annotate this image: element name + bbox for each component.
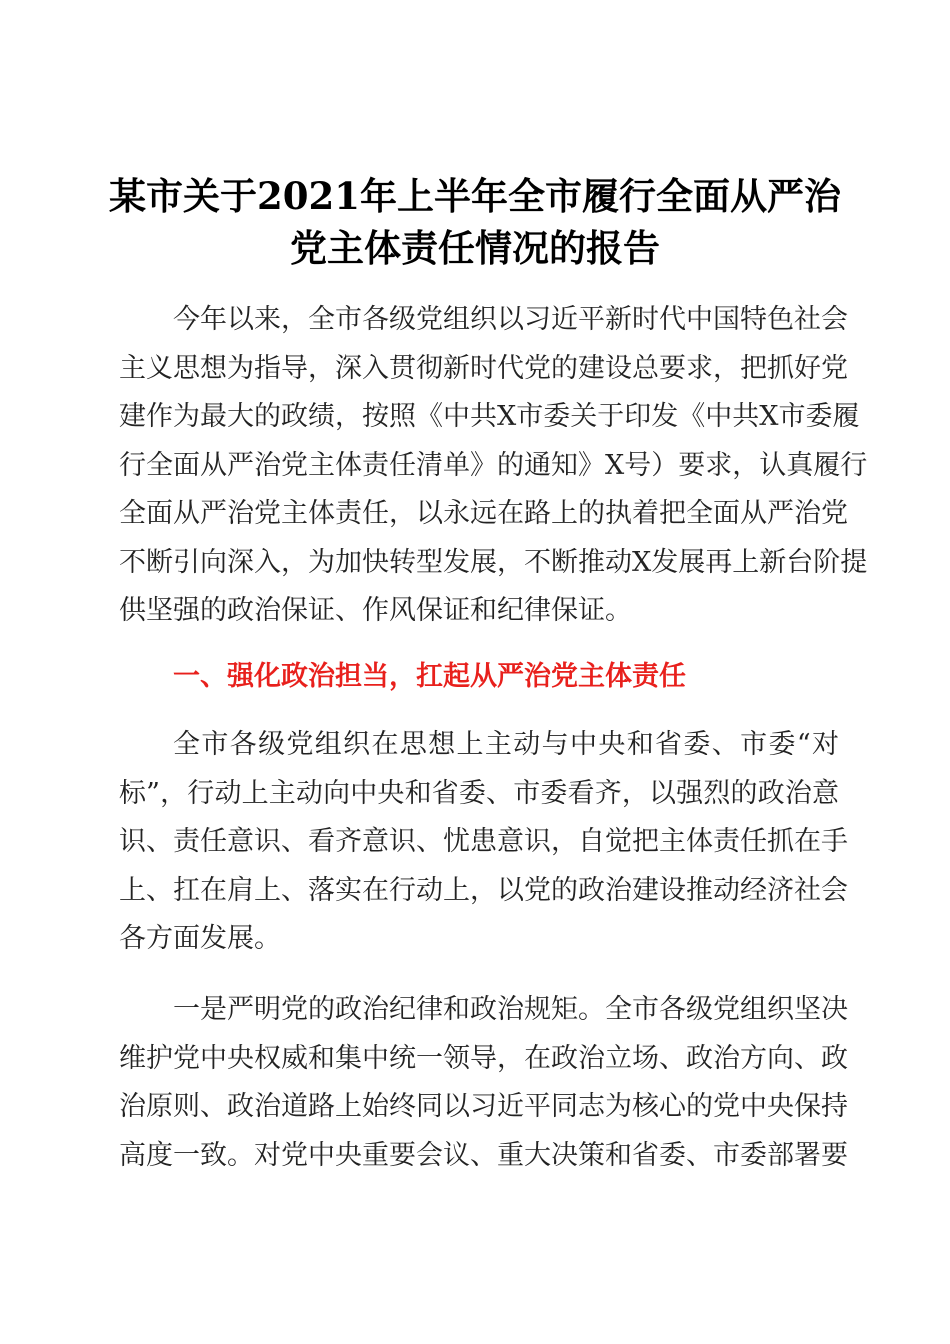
paragraph-line: 识、责任意识、看齐意识、忧患意识，自觉把主体责任抓在手 [119, 826, 848, 857]
section-paragraph [119, 721, 848, 964]
paragraph-line: 标”，行动上主动向中央和省委、市委看齐，以强烈的政治意 [119, 777, 839, 809]
paragraph-line: 全面从严治党主体责任，以永远在路上的执着把全面从严治党 [119, 498, 848, 529]
document-title-line-2: 党主体责任情况的报告 [290, 226, 660, 270]
paragraph-line: 不断引向深入，为加快转型发展，不断推动X发展再上新台阶提 [119, 546, 868, 578]
paragraph-line: 供坚强的政治保证、作风保证和纪律保证。 [119, 595, 632, 626]
section-paragraph [119, 986, 848, 1180]
paragraph-line: 上、扛在肩上、落实在行动上，以党的政治建设推动经济社会 [119, 874, 848, 906]
paragraph-line: 全市各级党组织在思想上主动与中央和省委、市委“对 [173, 729, 839, 760]
document-title-line-1: 某市关于2021年上半年全市履行全面从严治 [109, 174, 841, 218]
paragraph-line: 维护党中央权威和集中统一领导，在政治立场、政治方向、政 [119, 1042, 848, 1074]
paragraph-line: 行全面从严治党主体责任清单》的通知》X号）要求，认真履行 [119, 449, 868, 481]
section-heading: 一、强化政治担当，扛起从严治党主体责任 [173, 661, 686, 692]
paragraph-line: 各方面发展。 [119, 923, 281, 954]
intro-paragraph [119, 296, 868, 636]
paragraph-line: 建作为最大的政绩，按照《中共X市委关于印发《中共X市委履 [119, 401, 860, 432]
paragraph-line: 治原则、政治道路上始终同以习近平同志为核心的党中央保持 [119, 1091, 848, 1122]
paragraph-line: 高度一致。对党中央重要会议、重大决策和省委、市委部署要 [119, 1139, 848, 1171]
paragraph-line: 一是严明党的政治纪律和政治规矩。全市各级党组织坚决 [173, 994, 848, 1025]
paragraph-line: 今年以来，全市各级党组织以习近平新时代中国特色社会 [173, 304, 848, 335]
paragraph-line: 主义思想为指导，深入贯彻新时代党的建设总要求，把抓好党 [119, 352, 848, 384]
